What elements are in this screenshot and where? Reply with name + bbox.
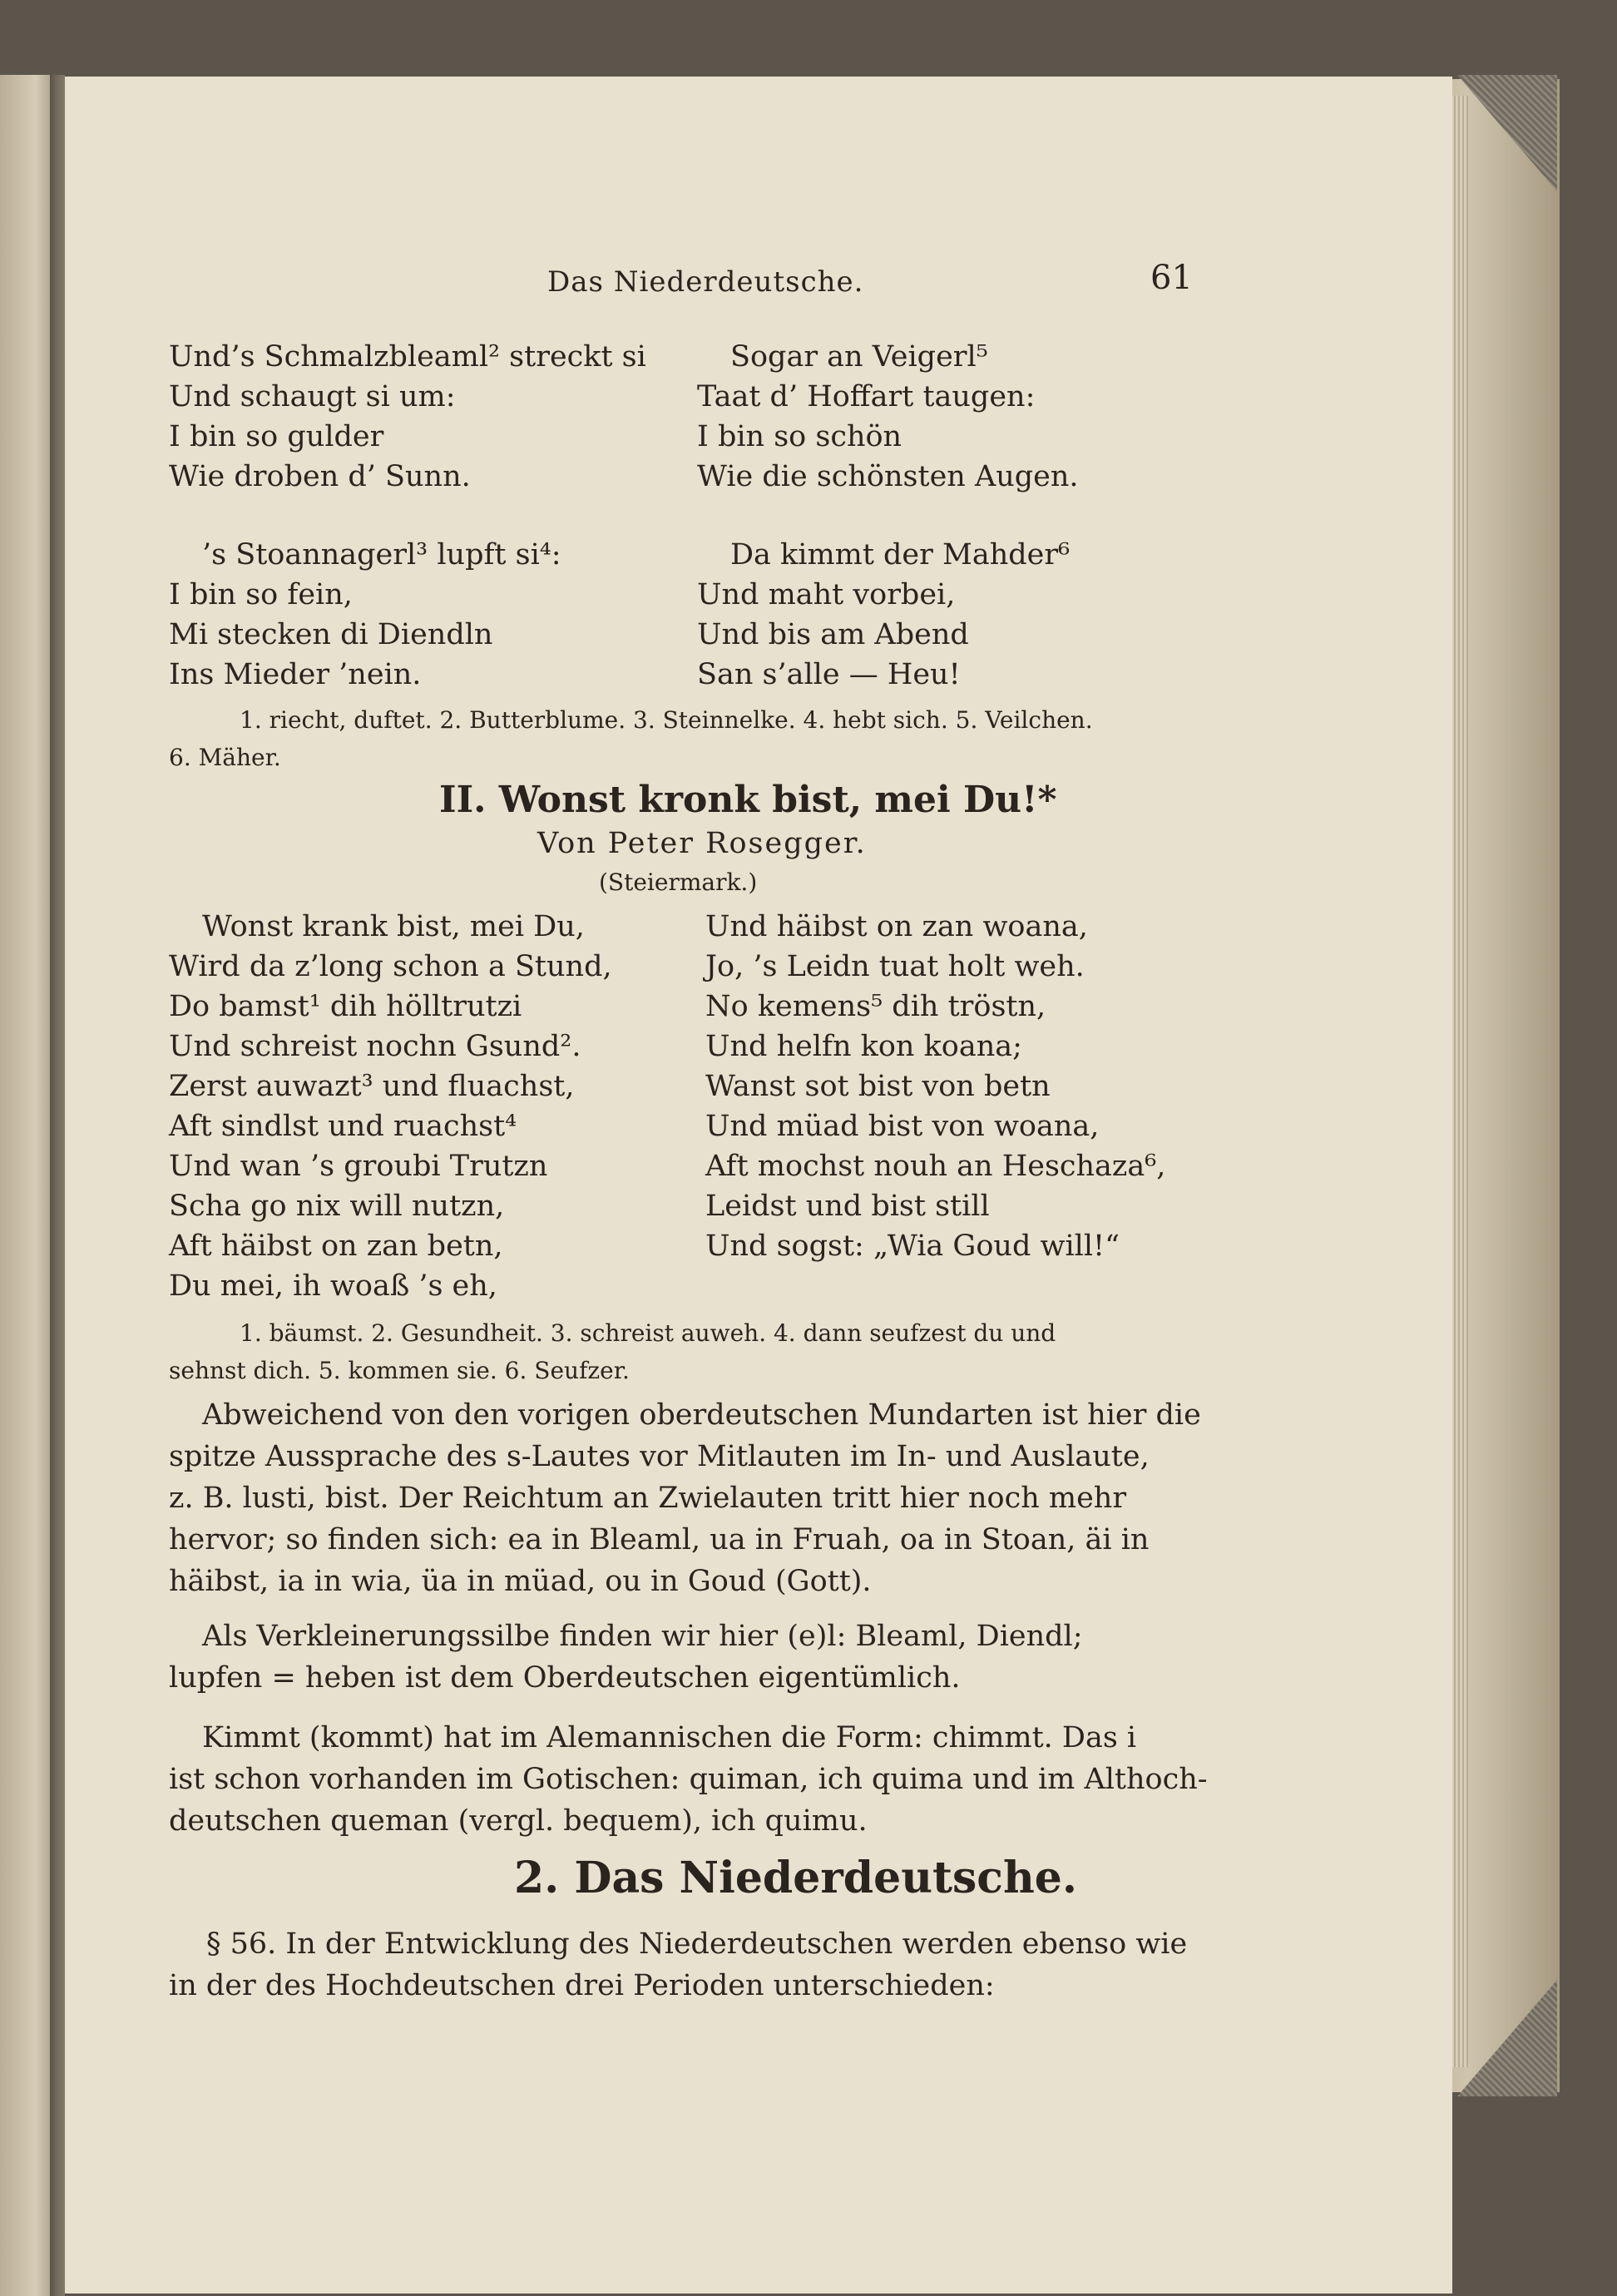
paragraph-line: Abweichend von den vorigen oberdeutschen Mundarten ist hier die — [202, 1398, 1201, 1432]
poem2-left-line: Und wan ’s groubi Trutzn — [169, 1150, 548, 1183]
poem1-right-line: Und bis am Abend — [697, 618, 969, 651]
poem1-left-line: ’s Stoannagerl³ lupft si⁴: — [202, 538, 561, 572]
paragraph-line: in der des Hochdeutschen drei Perioden unterschieden: — [169, 1969, 995, 2002]
page-number: 61 — [1150, 259, 1193, 297]
section-author: Von Peter Rosegger. — [537, 827, 867, 860]
poem2-left-line: Aft häibst on zan betn, — [169, 1230, 503, 1263]
paragraph-line: hervor; so finden sich: ea in Bleaml, ua in Fruah, oa in Stoan, äi in — [169, 1523, 1150, 1556]
paragraph-line: spitze Aussprache des s-Lautes vor Mitlauten im In- und Auslaute, — [169, 1440, 1150, 1473]
poem2-left-line: Scha go nix will nutzn, — [169, 1190, 505, 1223]
paragraph-line: deutschen queman (vergl. bequem), ich quimu. — [169, 1804, 868, 1838]
poem2-left-line: Und schreist nochn Gsund². — [169, 1030, 581, 1063]
book-page — [65, 77, 1452, 2294]
poem2-right-line: Und müad bist von woana, — [705, 1110, 1100, 1143]
poem1-left-line: Und schaugt si um: — [169, 380, 456, 413]
poem1-right-line: Und maht vorbei, — [697, 578, 956, 611]
poem1-right-line: Sogar an Veigerl⁵ — [730, 340, 988, 374]
poem2-right-line: Und sogst: „Wia Goud will!“ — [705, 1230, 1120, 1263]
poem2-right-line: No kemens⁵ dih tröstn, — [705, 990, 1046, 1023]
paragraph-line: § 56. In der Entwicklung des Niederdeutschen werden ebenso wie — [206, 1927, 1188, 1961]
poem2-right-line: Und helfn kon koana; — [705, 1030, 1022, 1063]
poem1-left-line: Mi stecken di Diendln — [169, 618, 493, 651]
running-header: Das Niederdeutsche. — [547, 265, 864, 299]
poem2-right-line: Aft mochst nouh an Heschaza⁶, — [705, 1150, 1166, 1183]
poem1-left-line: Ins Mieder ’nein. — [169, 658, 422, 691]
poem1-right-line: I bin so schön — [697, 420, 902, 453]
poem1-right-line: San s’alle — Heu! — [697, 658, 961, 691]
poem2-left-line: Du mei, ih woaß ’s eh, — [169, 1269, 497, 1303]
paragraph-line: häibst, ia in wia, üa in müad, ou in Goud (Gott). — [169, 1565, 872, 1598]
section-region: (Steiermark.) — [599, 868, 758, 896]
paragraph-line: lupfen = heben ist dem Oberdeutschen eigentümlich. — [169, 1661, 961, 1695]
footnote-line: 1. bäumst. 2. Gesundheit. 3. schreist auweh. 4. dann seufzest du und — [240, 1319, 1056, 1347]
poem1-left-line: Wie droben d’ Sunn. — [169, 460, 471, 493]
poem2-left-line: Wird da z’long schon a Stund, — [169, 950, 612, 983]
paragraph-line: z. B. lusti, bist. Der Reichtum an Zwielauten tritt hier noch mehr — [169, 1482, 1127, 1515]
poem2-left-line: Zerst auwazt³ und fluachst, — [169, 1070, 575, 1103]
section-heading: II. Wonst kronk bist, mei Du!* — [439, 779, 1057, 821]
poem2-right-line: Und häibst on zan woana, — [705, 910, 1088, 943]
poem1-left-line: I bin so gulder — [169, 420, 384, 453]
poem2-left-line: Aft sindlst und ruachst⁴ — [169, 1110, 517, 1143]
footnote-line: 6. Mäher. — [169, 744, 281, 771]
poem2-left-line: Wonst krank bist, mei Du, — [202, 910, 585, 943]
poem1-right-line: Taat d’ Hoffart taugen: — [697, 380, 1036, 413]
poem2-right-line: Jo, ’s Leidn tuat holt weh. — [705, 950, 1085, 983]
section-heading: 2. Das Niederdeutsche. — [514, 1853, 1077, 1903]
poem1-right-line: Wie die schönsten Augen. — [697, 460, 1079, 493]
poem1-left-line: Und’s Schmalzbleaml² streckt si — [169, 340, 646, 374]
paragraph-line: Als Verkleinerungssilbe finden wir hier (e)l: Bleaml, Diendl; — [202, 1620, 1083, 1653]
paragraph-line: Kimmt (kommt) hat im Alemannischen die Form: chimmt. Das i — [202, 1721, 1137, 1754]
poem2-left-line: Do bamst¹ dih hölltrutzi — [169, 990, 522, 1023]
footnote-line: sehnst dich. 5. kommen sie. 6. Seufzer. — [169, 1357, 630, 1384]
poem1-left-line: I bin so fein, — [169, 578, 353, 611]
poem1-right-line: Da kimmt der Mahder⁶ — [730, 538, 1071, 572]
poem2-right-line: Wanst sot bist von betn — [705, 1070, 1051, 1103]
footnote-line: 1. riecht, duftet. 2. Butterblume. 3. Steinnelke. 4. hebt sich. 5. Veilchen. — [240, 706, 1093, 734]
poem2-right-line: Leidst und bist still — [705, 1190, 990, 1223]
paragraph-line: ist schon vorhanden im Gotischen: quiman, ich quima und im Althoch- — [169, 1763, 1208, 1796]
